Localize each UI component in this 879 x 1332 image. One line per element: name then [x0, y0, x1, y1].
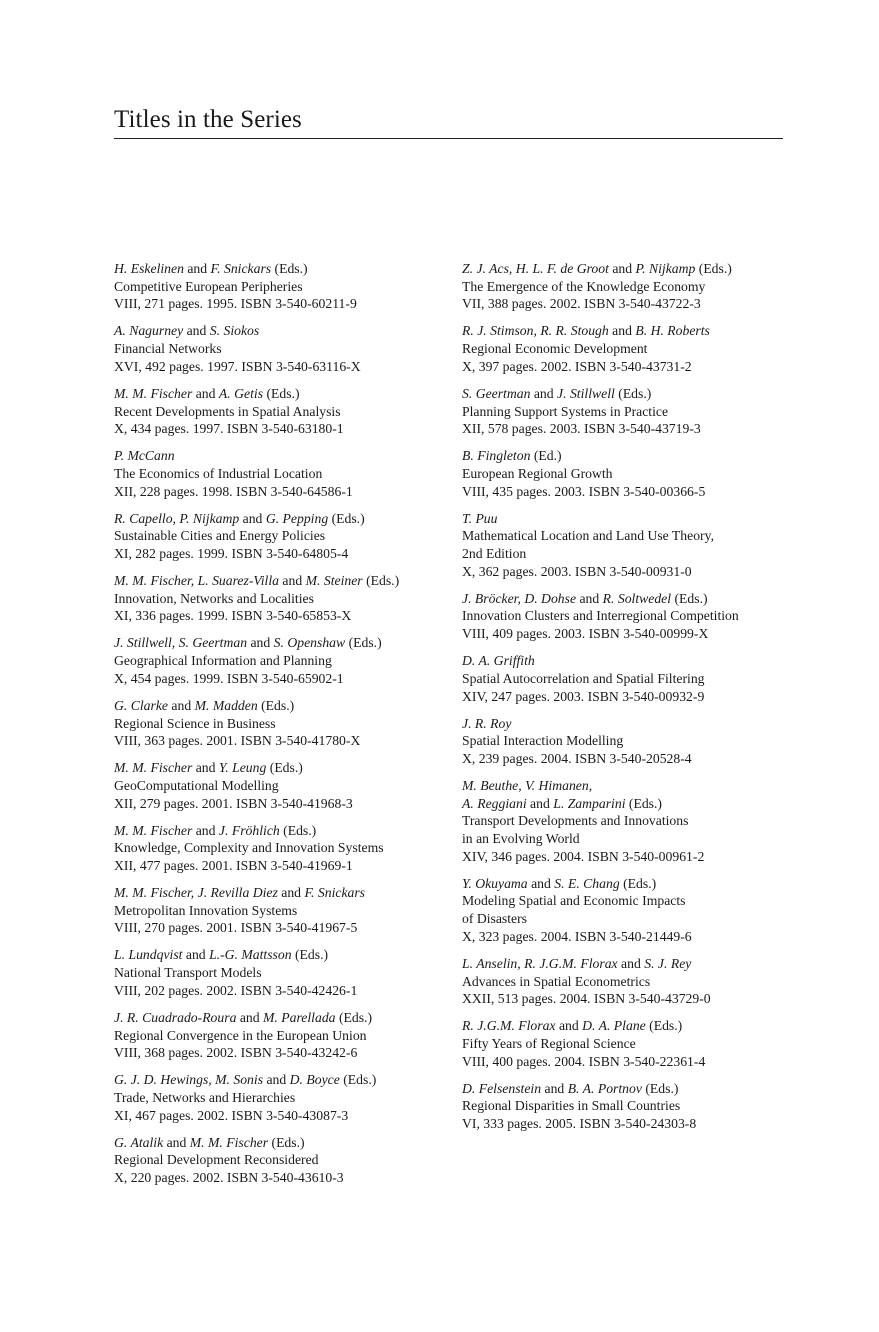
entry-text: Metropolitan Innovation Systems	[114, 902, 298, 918]
entry-text: XIV, 247 pages. 2003. ISBN 3-540-00932-9	[462, 688, 705, 704]
entry-line	[462, 928, 782, 946]
author-name: P. McCann	[114, 448, 175, 464]
author-name: M. M. Fischer	[114, 822, 193, 838]
entry-line	[114, 590, 444, 608]
entry-text: VIII, 271 pages. 1995. ISBN 3-540-60211-9	[114, 296, 357, 312]
entry-line	[114, 919, 444, 937]
entry-text: Knowledge, Complexity and Innovation Systems	[114, 840, 384, 856]
entry-text: Regional Development Reconsidered	[114, 1152, 319, 1168]
entry-text: (Eds.)	[257, 697, 295, 713]
entry-text: (Eds.)	[695, 261, 732, 276]
author-name: D. A. Griffith	[462, 653, 535, 669]
entry-line	[114, 839, 444, 857]
entry-text: XVI, 492 pages. 1997. ISBN 3-540-63116-X	[114, 358, 361, 374]
author-name: Y. Okuyama	[462, 875, 528, 891]
author-name: L.-G. Mattsson	[209, 947, 292, 963]
entry-text: (Eds.)	[279, 822, 317, 838]
author-name: G. J. D. Hewings, M. Sonis	[114, 1072, 264, 1088]
entry-line	[462, 812, 782, 830]
entry-text: and	[182, 947, 210, 963]
author-name: S. E. Chang	[554, 875, 620, 891]
series-entry	[462, 322, 782, 375]
entry-line	[114, 670, 444, 688]
entry-line	[462, 607, 782, 625]
entry-line	[462, 973, 782, 991]
author-name: L. Anselin, R. J.G.M. Florax	[462, 955, 618, 971]
entry-text: The Economics of Industrial Location	[114, 465, 323, 481]
entry-line	[462, 403, 782, 421]
entry-text: VIII, 409 pages. 2003. ISBN 3-540-00999-X	[462, 626, 709, 642]
entry-line	[462, 1097, 782, 1115]
author-name: L. Lundqvist	[114, 947, 183, 963]
entry-text: (Eds.)	[625, 795, 662, 811]
series-entry	[462, 260, 782, 313]
author-name: P. Nijkamp	[635, 261, 696, 276]
entry-text: X, 362 pages. 2003. ISBN 3-540-00931-0	[462, 563, 692, 579]
entry-line	[114, 1107, 444, 1125]
entry-text: and	[247, 635, 274, 651]
author-name: S. J. Rey	[644, 955, 692, 971]
entry-line	[462, 688, 782, 706]
author-name: R. J. Stimson, R. R. Stough	[462, 323, 609, 339]
entry-line	[462, 563, 782, 581]
entry-text: X, 454 pages. 1999. ISBN 3-540-65902-1	[114, 670, 344, 686]
entry-line	[462, 527, 782, 545]
series-entry	[114, 759, 444, 812]
entry-text: XXII, 513 pages. 2004. ISBN 3-540-43729-0	[462, 991, 711, 1007]
series-entry	[114, 572, 444, 625]
entry-line	[462, 420, 782, 438]
entry-text: VIII, 435 pages. 2003. ISBN 3-540-00366-5	[462, 483, 706, 499]
author-name: M. M. Fischer, J. Revilla Diez	[114, 885, 278, 901]
entry-text: Mathematical Location and Land Use Theory,	[462, 528, 714, 544]
entry-line	[114, 795, 444, 813]
entry-line	[462, 260, 782, 278]
entry-line	[114, 1134, 444, 1152]
author-name: D. Felsenstein	[462, 1080, 542, 1096]
entry-text: Regional Science in Business	[114, 715, 276, 731]
entry-text: and	[541, 1080, 568, 1096]
entry-text: and	[279, 573, 306, 589]
entry-line	[114, 857, 444, 875]
entry-line	[462, 625, 782, 643]
author-name: B. H. Roberts	[635, 323, 710, 339]
entry-line	[462, 1053, 782, 1071]
entry-line	[114, 358, 444, 376]
entry-text: VIII, 368 pages. 2002. ISBN 3-540-43242-6	[114, 1045, 358, 1061]
author-name: A. Reggiani	[462, 795, 527, 811]
page-heading	[114, 104, 783, 139]
entry-text: (Eds.)	[291, 947, 329, 963]
series-entry	[114, 385, 444, 438]
entry-line	[114, 607, 444, 625]
entry-text: and	[183, 261, 211, 276]
series-entry	[462, 385, 782, 438]
author-name: R. J.G.M. Florax	[462, 1018, 556, 1034]
series-entry	[114, 322, 444, 375]
entry-line	[114, 465, 444, 483]
entry-text: XII, 228 pages. 1998. ISBN 3-540-64586-1	[114, 483, 353, 499]
series-entry	[114, 822, 444, 875]
entry-text: Recent Developments in Spatial Analysis	[114, 403, 341, 419]
entry-line	[462, 830, 782, 848]
entry-text: and	[167, 697, 195, 713]
entry-text: Regional Convergence in the European Union	[114, 1027, 367, 1043]
entry-text: VII, 388 pages. 2002. ISBN 3-540-43722-3	[462, 296, 701, 312]
entry-text: and	[608, 261, 636, 276]
entry-line	[114, 420, 444, 438]
entry-line	[462, 1115, 782, 1133]
entry-text: Innovation Clusters and Interregional Competition	[462, 608, 739, 624]
entry-line	[114, 572, 444, 590]
entry-text: Competitive European Peripheries	[114, 278, 303, 294]
author-name: J. R. Roy	[462, 715, 512, 731]
entry-line	[462, 892, 782, 910]
entry-text: VIII, 363 pages. 2001. ISBN 3-540-41780-X	[114, 733, 361, 749]
series-entry	[462, 652, 782, 705]
author-name: R. Capello, P. Nijkamp	[114, 510, 240, 526]
entry-line	[114, 447, 444, 465]
entry-line	[462, 483, 782, 501]
entry-line	[114, 510, 444, 528]
entry-text: (Eds.)	[619, 875, 657, 891]
entry-text: and	[527, 875, 555, 891]
entry-line	[462, 750, 782, 768]
entry-line	[462, 465, 782, 483]
series-entry	[462, 1017, 782, 1070]
series-entry	[114, 447, 444, 500]
author-name: G. Atalik	[114, 1134, 164, 1150]
entry-line	[462, 670, 782, 688]
series-entry	[114, 1071, 444, 1124]
entry-text: XIV, 346 pages. 2004. ISBN 3-540-00961-2	[462, 848, 705, 864]
entry-line	[114, 1151, 444, 1169]
author-name: F. Snickars	[304, 885, 366, 901]
entry-text: Regional Disparities in Small Countries	[462, 1098, 681, 1114]
entry-text: (Eds.)	[328, 510, 365, 526]
entry-text: 2nd Edition	[462, 546, 527, 562]
entry-text: XI, 467 pages. 2002. ISBN 3-540-43087-3	[114, 1107, 349, 1123]
entry-text: (Eds.)	[335, 1009, 373, 1025]
author-name: M. Parellada	[263, 1009, 336, 1025]
entry-text: VIII, 270 pages. 2001. ISBN 3-540-41967-5	[114, 920, 358, 936]
author-name: Z. J. Acs, H. L. F. de Groot	[462, 261, 609, 276]
entry-text: XII, 279 pages. 2001. ISBN 3-540-41968-3	[114, 795, 353, 811]
entry-line	[462, 385, 782, 403]
entry-line	[114, 483, 444, 501]
entry-text: VIII, 202 pages. 2002. ISBN 3-540-42426-1	[114, 982, 358, 998]
entry-text: of Disasters	[462, 911, 528, 927]
author-name: M. M. Fischer	[189, 1134, 269, 1150]
entry-text: and	[183, 323, 210, 339]
entry-line	[462, 1035, 782, 1053]
entry-line	[114, 1089, 444, 1107]
entry-text: The Emergence of the Knowledge Economy	[462, 278, 706, 294]
entry-text: VIII, 400 pages. 2004. ISBN 3-540-22361-4	[462, 1053, 706, 1069]
entry-text: GeoComputational Modelling	[114, 777, 279, 793]
entry-line	[114, 946, 444, 964]
entry-line	[462, 910, 782, 928]
entry-text: (Eds.)	[339, 1072, 377, 1088]
entry-text: Geographical Information and Planning	[114, 653, 332, 669]
entry-text: Financial Networks	[114, 341, 222, 357]
author-name: R. Soltwedel	[602, 590, 672, 606]
series-entry	[462, 510, 782, 581]
series-entry	[462, 590, 782, 643]
entry-line	[462, 358, 782, 376]
series-entry	[114, 1134, 444, 1187]
entry-text: (Eds.)	[271, 261, 308, 276]
entry-line	[114, 652, 444, 670]
entry-text: and	[576, 590, 603, 606]
entry-text: Transport Developments and Innovations	[462, 813, 689, 829]
entry-text: X, 220 pages. 2002. ISBN 3-540-43610-3	[114, 1170, 344, 1186]
entry-text: XI, 282 pages. 1999. ISBN 3-540-64805-4	[114, 546, 349, 562]
entry-text: (Eds.)	[345, 635, 382, 651]
author-name: M. M. Fischer, L. Suarez-Villa	[114, 573, 279, 589]
entry-text: XII, 477 pages. 2001. ISBN 3-540-41969-1	[114, 858, 353, 874]
series-column-right	[462, 260, 782, 1142]
entry-line	[114, 1044, 444, 1062]
entry-line	[114, 527, 444, 545]
entry-line	[462, 732, 782, 750]
series-entry	[114, 634, 444, 687]
entry-text: and	[163, 1134, 190, 1150]
entry-line	[462, 795, 782, 813]
entry-text: (Eds.)	[645, 1018, 683, 1034]
page-title: Titles in the Series	[114, 106, 302, 133]
author-name: T. Puu	[462, 510, 498, 526]
entry-text: (Eds.)	[614, 385, 652, 401]
author-name: J. Bröcker, D. Dohse	[462, 590, 577, 606]
entry-text: National Transport Models	[114, 965, 262, 981]
entry-line	[462, 777, 782, 795]
entry-line	[462, 322, 782, 340]
author-name: S. Siokos	[209, 323, 260, 339]
author-name: H. Eskelinen	[114, 261, 184, 276]
entry-text: XI, 336 pages. 1999. ISBN 3-540-65853-X	[114, 608, 352, 624]
author-name: M. M. Fischer	[114, 760, 193, 776]
entry-line	[114, 403, 444, 421]
entry-line	[462, 278, 782, 296]
entry-line	[114, 1071, 444, 1089]
entry-line	[114, 697, 444, 715]
entry-text: and	[530, 385, 558, 401]
entry-text: (Eds.)	[266, 760, 303, 776]
entry-line	[462, 340, 782, 358]
entry-text: (Eds.)	[641, 1080, 679, 1096]
author-name: S. Geertman	[462, 385, 531, 401]
entry-line	[462, 848, 782, 866]
entry-line	[114, 964, 444, 982]
author-name: Y. Leung	[218, 760, 267, 776]
entry-line	[114, 340, 444, 358]
entry-text: Fifty Years of Regional Science	[462, 1035, 636, 1051]
author-name: S. Openshaw	[273, 635, 346, 651]
author-name: M. Madden	[194, 697, 258, 713]
entry-line	[462, 295, 782, 313]
entry-line	[114, 322, 444, 340]
author-name: J. Fröhlich	[218, 822, 280, 838]
entry-line	[114, 1169, 444, 1187]
entry-line	[114, 759, 444, 777]
author-name: M. Beuthe, V. Himanen,	[462, 777, 593, 793]
entry-text: X, 434 pages. 1997. ISBN 3-540-63180-1	[114, 421, 344, 437]
entry-line	[462, 1017, 782, 1035]
entry-line	[114, 822, 444, 840]
entry-text: and	[192, 760, 219, 776]
series-entry	[462, 777, 782, 866]
author-name: F. Snickars	[210, 261, 272, 276]
series-entry	[114, 697, 444, 750]
author-name: G. Clarke	[114, 697, 168, 713]
entry-text: European Regional Growth	[462, 465, 613, 481]
entry-text: Regional Economic Development	[462, 341, 648, 357]
series-entry	[462, 955, 782, 1008]
entry-line	[462, 955, 782, 973]
entry-text: (Eds.)	[263, 385, 300, 401]
series-entry	[462, 447, 782, 500]
entry-line	[114, 884, 444, 902]
entry-text: Innovation, Networks and Localities	[114, 590, 314, 606]
entry-line	[462, 545, 782, 563]
entry-text: and	[608, 323, 636, 339]
series-entry	[114, 946, 444, 999]
entry-text: X, 239 pages. 2004. ISBN 3-540-20528-4	[462, 750, 692, 766]
entry-line	[462, 1080, 782, 1098]
entry-line	[114, 715, 444, 733]
entry-text: and	[192, 822, 219, 838]
series-entry	[114, 1009, 444, 1062]
entry-line	[462, 875, 782, 893]
series-entry	[462, 1080, 782, 1133]
entry-text: and	[277, 885, 305, 901]
entry-line	[114, 385, 444, 403]
entry-text: Sustainable Cities and Energy Policies	[114, 528, 326, 544]
author-name: J. Stillwell	[557, 385, 615, 401]
entry-text: and	[555, 1018, 583, 1034]
entry-text: in an Evolving World	[462, 831, 580, 847]
entry-text: and	[526, 795, 554, 811]
entry-line	[114, 777, 444, 795]
entry-line	[114, 545, 444, 563]
entry-text: and	[263, 1072, 290, 1088]
entry-line	[114, 1027, 444, 1045]
entry-text: (Eds.)	[671, 590, 708, 606]
entry-line	[114, 634, 444, 652]
entry-text: Planning Support Systems in Practice	[462, 403, 669, 419]
author-name: B. Fingleton	[462, 448, 531, 464]
series-column-left	[114, 260, 444, 1196]
entry-line	[462, 590, 782, 608]
entry-line	[114, 982, 444, 1000]
entry-line	[114, 1009, 444, 1027]
entry-line	[462, 652, 782, 670]
series-entry	[114, 260, 444, 313]
entry-line	[114, 902, 444, 920]
entry-line	[462, 990, 782, 1008]
author-name: A. Nagurney	[114, 323, 184, 339]
entry-text: Advances in Spatial Econometrics	[462, 973, 651, 989]
author-name: B. A. Portnov	[567, 1080, 642, 1096]
entry-text: VI, 333 pages. 2005. ISBN 3-540-24303-8	[462, 1116, 697, 1132]
author-name: M. M. Fischer	[114, 385, 193, 401]
entry-text: Trade, Networks and Hierarchies	[114, 1089, 296, 1105]
series-entry	[462, 715, 782, 768]
entry-text: Spatial Interaction Modelling	[462, 733, 624, 749]
entry-line	[462, 510, 782, 528]
entry-line	[114, 732, 444, 750]
author-name: G. Pepping	[265, 510, 329, 526]
entry-text: X, 397 pages. 2002. ISBN 3-540-43731-2	[462, 358, 692, 374]
entry-text: Modeling Spatial and Economic Impacts	[462, 893, 686, 909]
entry-line	[114, 278, 444, 296]
entry-text: and	[239, 510, 266, 526]
series-entry	[114, 510, 444, 563]
entry-line	[114, 260, 444, 278]
author-name: D. Boyce	[289, 1072, 340, 1088]
entry-line	[114, 295, 444, 313]
entry-text: (Eds.)	[362, 573, 400, 589]
entry-text: (Eds.)	[268, 1134, 305, 1150]
entry-line	[462, 715, 782, 733]
author-name: J. R. Cuadrado-Roura	[114, 1009, 237, 1025]
series-entry	[462, 875, 782, 946]
entry-text: (Ed.)	[530, 448, 562, 464]
entry-text: Spatial Autocorrelation and Spatial Filtering	[462, 670, 705, 686]
entry-text: and	[236, 1009, 264, 1025]
entry-line	[462, 447, 782, 465]
entry-text: and	[617, 955, 645, 971]
author-name: A. Getis	[218, 385, 264, 401]
author-name: J. Stillwell, S. Geertman	[114, 635, 248, 651]
author-name: M. Steiner	[305, 573, 363, 589]
entry-text: and	[192, 385, 219, 401]
author-name: D. A. Plane	[582, 1018, 646, 1034]
series-entry	[114, 884, 444, 937]
entry-text: XII, 578 pages. 2003. ISBN 3-540-43719-3	[462, 421, 701, 437]
author-name: L. Zamparini	[553, 795, 626, 811]
entry-text: X, 323 pages. 2004. ISBN 3-540-21449-6	[462, 928, 692, 944]
